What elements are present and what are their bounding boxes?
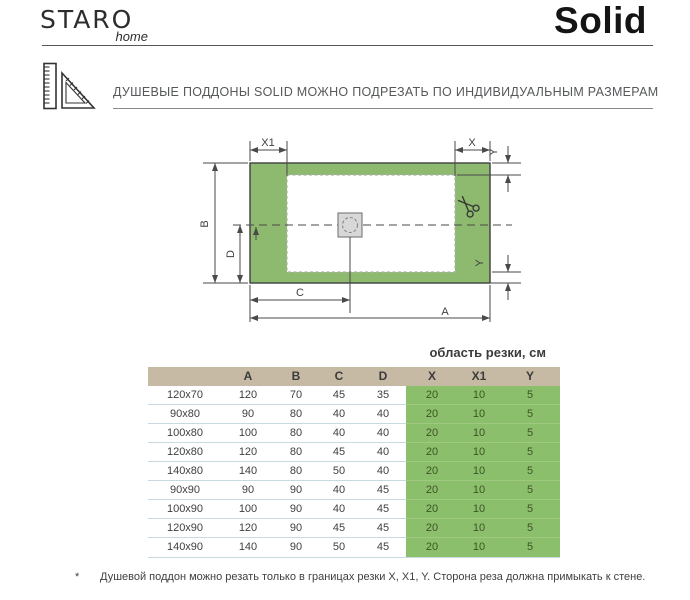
size-cell: 90x80: [148, 405, 222, 424]
cut-cell: 20: [406, 481, 458, 500]
cut-cell: 20: [406, 538, 458, 557]
size-cell: 100x90: [148, 500, 222, 519]
svg-text:X: X: [468, 137, 476, 149]
cell: 80: [274, 405, 318, 424]
col-header: Y: [525, 369, 534, 383]
footnote-marker: *: [75, 571, 80, 583]
cell: 45: [360, 500, 406, 519]
cut-cell: 20: [406, 386, 458, 405]
ruler-setsquare-icon: [42, 62, 96, 112]
cell: 120: [222, 386, 274, 405]
cell: 45: [360, 519, 406, 538]
cell: 40: [318, 500, 360, 519]
cell: 100: [222, 500, 274, 519]
svg-text:Y: Y: [474, 259, 486, 267]
dimension-c: [250, 285, 350, 322]
cutting-diagram: [0, 128, 690, 343]
cell: 40: [318, 405, 360, 424]
col-header: X: [427, 369, 436, 383]
cut-cell: 10: [458, 538, 500, 557]
cut-cell: 10: [458, 500, 500, 519]
cut-cell: 20: [406, 424, 458, 443]
footnote-text: Душевой поддон можно резать только в границах резки X, X1, Y. Сторона реза должна примыкать к стене.: [100, 571, 646, 583]
col-header: X1: [471, 369, 487, 383]
cell: 45: [318, 386, 360, 405]
table-row: [148, 462, 560, 481]
dimension-a: [250, 285, 490, 322]
product-title: Solid: [554, 0, 647, 41]
cell: 50: [332, 541, 346, 553]
cell: 50: [318, 462, 360, 481]
svg-text:Y: Y: [488, 148, 500, 156]
table-row: [148, 500, 560, 519]
svg-text:A: A: [441, 306, 449, 318]
cut-cell: 10: [458, 424, 500, 443]
cell: 40: [318, 424, 360, 443]
cut-cell: 10: [458, 481, 500, 500]
cut-cell: 20: [406, 500, 458, 519]
cell: 70: [274, 386, 318, 405]
brand-name: STARO: [40, 5, 134, 34]
cell: 90: [222, 481, 274, 500]
cell: 40: [360, 405, 406, 424]
svg-text:D: D: [225, 250, 237, 258]
cell: 45: [318, 519, 360, 538]
cell: 45: [318, 443, 360, 462]
table-row: [148, 538, 560, 557]
size-cell: 140x90: [166, 541, 204, 553]
cell: 80: [274, 443, 318, 462]
cut-cell: 10: [458, 405, 500, 424]
size-cell: 120x70: [148, 386, 222, 405]
cut-cell: 5: [500, 443, 560, 462]
cell: 90: [274, 519, 318, 538]
cut-cell: 20: [406, 405, 458, 424]
cell: 120: [222, 519, 274, 538]
cut-cell: 20: [406, 443, 458, 462]
size-cell: 90x90: [148, 481, 222, 500]
table-row: [148, 519, 560, 538]
cut-cell: 5: [500, 519, 560, 538]
col-header: D: [378, 369, 388, 383]
table-row: [148, 443, 560, 462]
table-header-row: [148, 367, 560, 386]
col-header: C: [334, 369, 344, 383]
svg-text:B: B: [199, 220, 211, 228]
size-cell: 120x80: [148, 443, 222, 462]
table-row: [148, 405, 560, 424]
cell: 40: [360, 462, 406, 481]
cut-cell: 20: [406, 519, 458, 538]
tray-inner-area: [287, 175, 455, 272]
cut-cell: 20: [406, 462, 458, 481]
cell: 120: [222, 443, 274, 462]
footnote: [75, 571, 670, 583]
dimension-b: [199, 163, 248, 283]
table-row: [148, 386, 560, 405]
size-table: [148, 367, 560, 558]
cell: 90: [274, 500, 318, 519]
cell: 90: [289, 541, 303, 553]
cell: 80: [274, 462, 318, 481]
intro-underline: [113, 108, 653, 109]
svg-text:C: C: [296, 287, 304, 299]
cell: 40: [360, 443, 406, 462]
size-cell: 120x90: [148, 519, 222, 538]
table-row: [148, 424, 560, 443]
size-cell: 140x80: [148, 462, 222, 481]
brand-logo: [40, 7, 150, 44]
cell: 40: [318, 481, 360, 500]
cut-cell: 5: [500, 538, 560, 557]
size-cell: 100x80: [148, 424, 222, 443]
cut-cell: 5: [500, 405, 560, 424]
cell: 90: [222, 405, 274, 424]
cut-cell: 5: [500, 481, 560, 500]
cut-cell: 10: [458, 519, 500, 538]
col-header: A: [243, 369, 253, 383]
cut-cell: 10: [458, 386, 500, 405]
cell: 40: [360, 424, 406, 443]
cut-cell: 10: [458, 443, 500, 462]
cut-zone-title: область резки, см: [429, 345, 546, 360]
svg-text:X1: X1: [261, 137, 275, 149]
cell: 45: [360, 481, 406, 500]
col-header: [148, 367, 222, 386]
cell: 35: [360, 386, 406, 405]
cell: 45: [376, 541, 390, 553]
cut-cell: 5: [500, 500, 560, 519]
cut-cell: 10: [458, 462, 500, 481]
header-divider: [42, 45, 653, 46]
cut-cell: 5: [500, 462, 560, 481]
cell: 80: [274, 424, 318, 443]
cut-cell: 5: [500, 424, 560, 443]
cell: 140: [222, 462, 274, 481]
cell: 100: [222, 424, 274, 443]
table-row: [148, 481, 560, 500]
cell: 90: [274, 481, 318, 500]
cell: 140: [238, 541, 258, 553]
brand-subname: home: [115, 29, 148, 44]
intro-headline: ДУШЕВЫЕ ПОДДОНЫ SOLID МОЖНО ПОДРЕЗАТЬ ПО ИНДИВИДУАЛЬНЫМ РАЗМЕРАМ: [113, 85, 659, 99]
col-header: B: [291, 369, 301, 383]
cut-cell: 5: [500, 386, 560, 405]
